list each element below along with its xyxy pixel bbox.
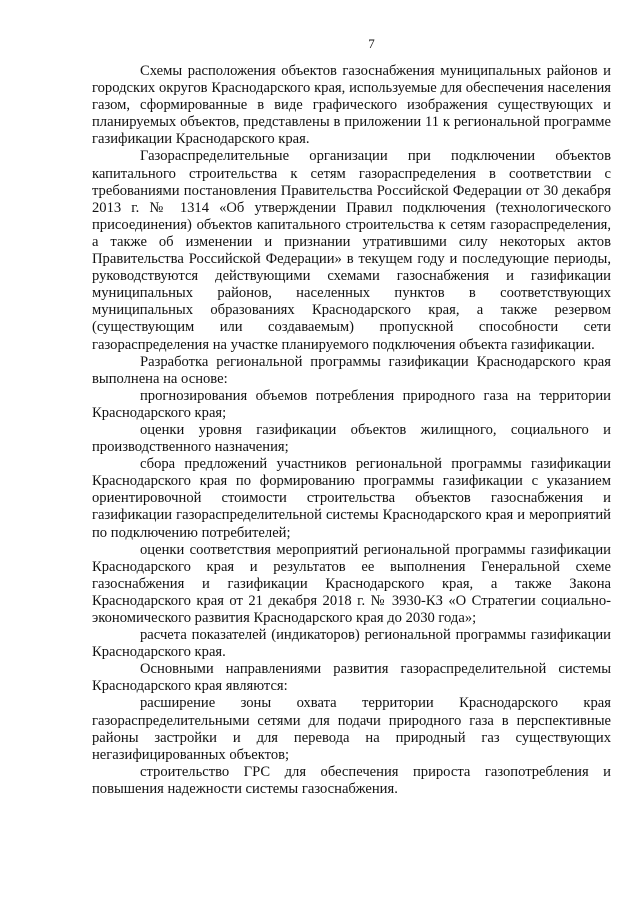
list-item-grs-construction: строительство ГРС для обеспечения прироста газопотребления и повышения надежности системы газоснабжения.: [92, 763, 611, 797]
list-item-coverage-expansion: расширение зоны охвата территории Краснодарского края газораспределительными сетями для подачи природного газа в перспективные районы застройки и для перевода на природный газ существующих негазифицированных объектов;: [92, 695, 611, 763]
list-item-consumption-forecast: прогнозирования объемов потребления природного газа на территории Краснодарского края;: [92, 387, 611, 421]
paragraph-program-basis: Разработка региональной программы газификации Краснодарского края выполнена на основе:: [92, 353, 611, 387]
paragraph-distribution-organizations: Газораспределительные организации при подключении объектов капитального строительства к сетям газораспределения в соответствии с требованиями постановления Правительства Российской Федерации от 30 декабря 2013 г. № 1314 «Об утверждении Правил подключения (технологического присоединения) объектов капитального строительства к сетям газораспределения, а также об изменении и признании утратившими силу некоторых актов Правительства Российской Федерации» в текущем году и последующие периоды, руководствуются действующими схемами газоснабжения и газификации муниципальных районов, населенных пунктов в соответствующих муниципальных образованиях Краснодарского края, а также резервом (существующим или создаваемым) пропускной способности сети газораспределения на участке планируемого подключения объекта газификации.: [92, 148, 611, 353]
list-item-proposals-collection: сбора предложений участников региональной программы газификации Краснодарского края по формированию программы газификации с указанием ориентировочной стоимости строительства объектов газоснабжения и газификации газораспределительной системы Краснодарского края и мероприятий по подключению потребителей;: [92, 456, 611, 541]
list-item-compliance-assessment: оценки соответствия мероприятий региональной программы газификации Краснодарского края и результатов ее выполнения Генеральной схеме газоснабжения и газификации Краснодарского края, а также Закона Краснодарского края от 21 декабря 2018 г. № 3930-КЗ «О Стратегии социально-экономического развития Краснодарского края до 2030 года»;: [92, 541, 611, 626]
list-item-indicators-calculation: расчета показателей (индикаторов) региональной программы газификации Краснодарского края.: [92, 627, 611, 661]
list-item-gasification-level: оценки уровня газификации объектов жилищного, социального и производственного назначения;: [92, 421, 611, 456]
paragraph-gas-supply-schemes: Схемы расположения объектов газоснабжения муниципальных районов и городских округов Краснодарского края, используемые для обеспечения населения газом, сформированные в виде графического изображения существующих и планируемых объектов, представлены в приложении 11 к региональной программе газификации Краснодарского края.: [92, 63, 611, 148]
page-number: 7: [368, 36, 375, 51]
paragraph-main-directions: Основными направлениями развития газораспределительной системы Краснодарского края являются:: [92, 661, 611, 695]
